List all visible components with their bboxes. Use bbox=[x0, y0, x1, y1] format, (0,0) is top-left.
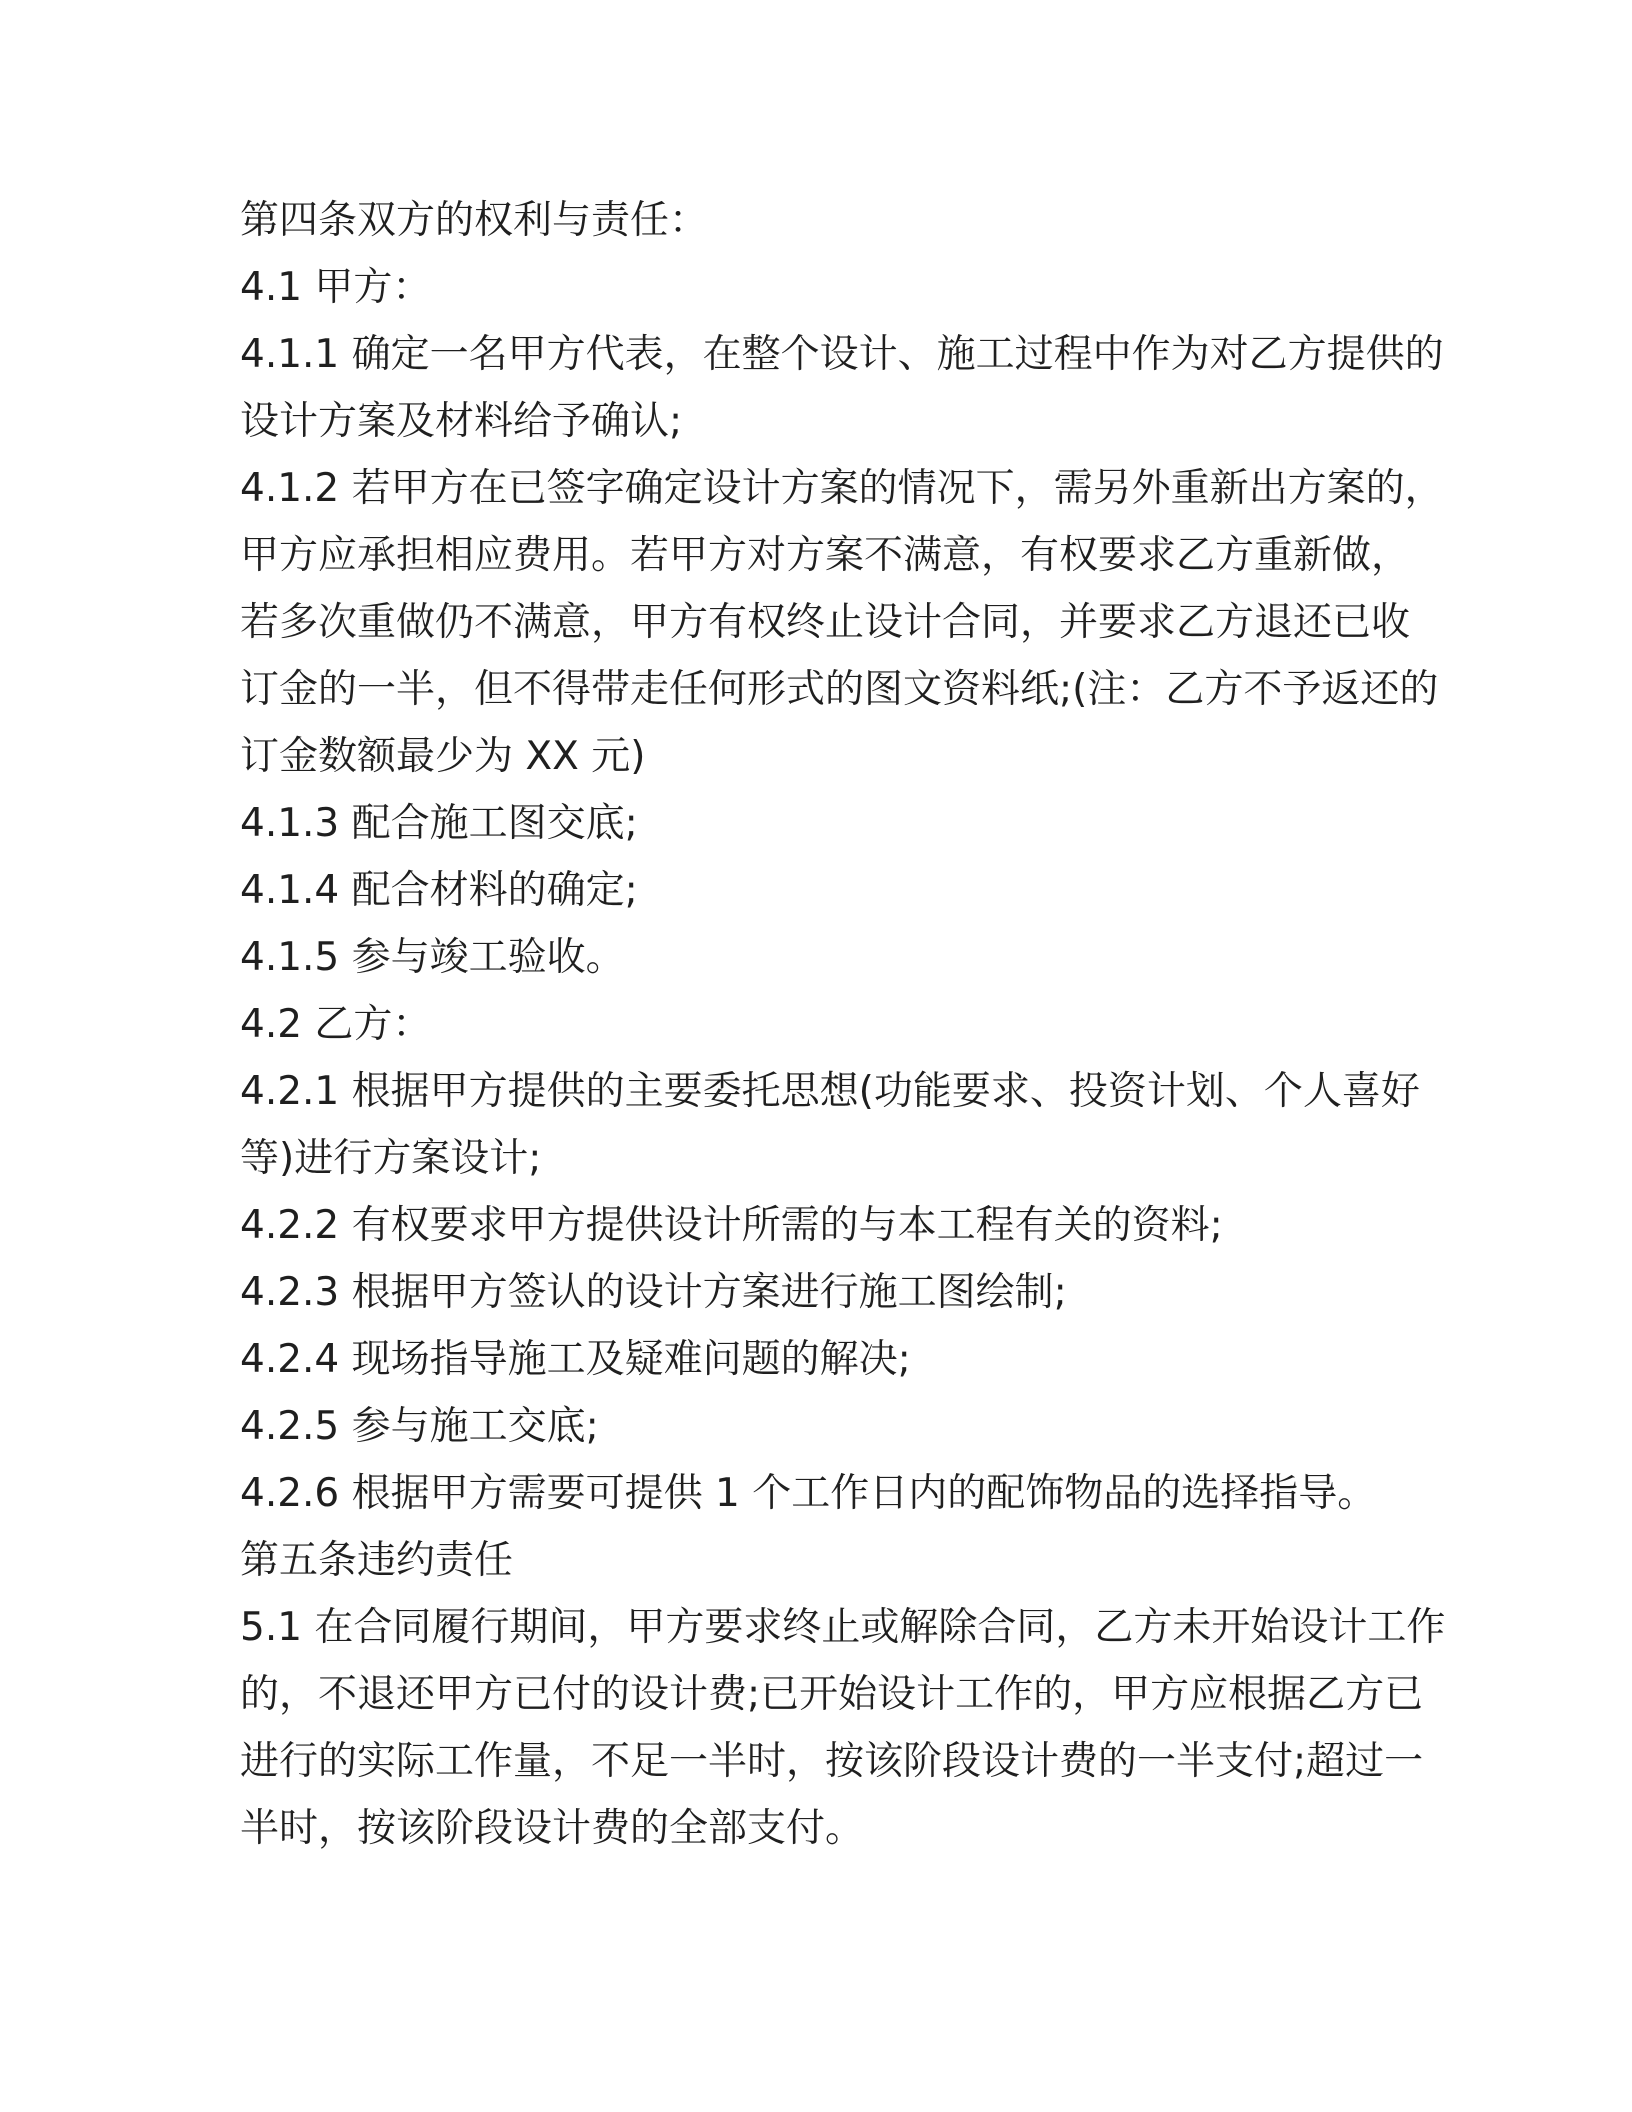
clause-4-1-2-continued-3: 订金的一半，但不得带走任何形式的图文资料纸;(注：乙方不予返还的 bbox=[240, 667, 1439, 712]
clause-4-1-3: 4.1.3 配合施工图交底; bbox=[240, 801, 638, 846]
clause-4-1-2-continued-4: 订金数额最少为 XX 元) bbox=[240, 734, 646, 779]
clause-4-1-5: 4.1.5 参与竣工验收。 bbox=[240, 935, 625, 980]
subsection-heading-4-1: 4.1 甲方： bbox=[240, 265, 432, 310]
clause-4-2-3: 4.2.3 根据甲方签认的设计方案进行施工图绘制; bbox=[240, 1270, 1067, 1315]
clause-4-2-5: 4.2.5 参与施工交底; bbox=[240, 1404, 599, 1449]
clause-4-1-2-continued-1: 甲方应承担相应费用。若甲方对方案不满意，有权要求乙方重新做， bbox=[240, 533, 1411, 578]
document-body bbox=[240, 187, 1446, 1862]
clause-4-1-1: 4.1.1 确定一名甲方代表，在整个设计、施工过程中作为对乙方提供的 bbox=[240, 332, 1444, 377]
clause-5-1: 5.1 在合同履行期间，甲方要求终止或解除合同，乙方未开始设计工作 bbox=[240, 1605, 1446, 1650]
clause-4-2-6: 4.2.6 根据甲方需要可提供 1 个工作日内的配饰物品的选择指导。 bbox=[240, 1471, 1377, 1516]
subsection-heading-4-2: 4.2 乙方： bbox=[240, 1002, 432, 1047]
clause-5-1-continued-1: 的，不退还甲方已付的设计费;已开始设计工作的，甲方应根据乙方已 bbox=[240, 1672, 1424, 1717]
clause-4-1-1-continued: 设计方案及材料给予确认; bbox=[240, 399, 683, 444]
clause-4-2-1: 4.2.1 根据甲方提供的主要委托思想(功能要求、投资计划、个人喜好 bbox=[240, 1069, 1420, 1114]
clause-5-1-continued-2: 进行的实际工作量，不足一半时，按该阶段设计费的一半支付;超过一 bbox=[240, 1739, 1424, 1784]
clause-4-2-1-continued: 等)进行方案设计; bbox=[240, 1136, 542, 1181]
clause-4-1-2-continued-2: 若多次重做仍不满意，甲方有权终止设计合同，并要求乙方退还已收 bbox=[240, 600, 1411, 645]
clause-4-2-2: 4.2.2 有权要求甲方提供设计所需的与本工程有关的资料; bbox=[240, 1203, 1223, 1248]
clause-4-2-4: 4.2.4 现场指导施工及疑难问题的解决; bbox=[240, 1337, 911, 1382]
clause-4-1-4: 4.1.4 配合材料的确定; bbox=[240, 868, 638, 913]
section-heading-article-4: 第四条双方的权利与责任： bbox=[240, 198, 709, 243]
clause-4-1-2: 4.1.2 若甲方在已签字确定设计方案的情况下，需另外重新出方案的， bbox=[240, 466, 1444, 511]
section-heading-article-5: 第五条违约责任 bbox=[240, 1538, 514, 1583]
clause-5-1-continued-3: 半时，按该阶段设计费的全部支付。 bbox=[240, 1806, 865, 1851]
